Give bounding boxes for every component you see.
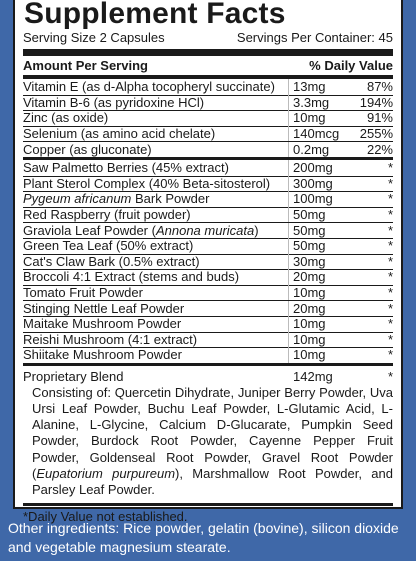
other-ingredients: Other ingredients: Rice powder, gelatin (bovine), silicon dioxide and vegetable magnesium stearate. bbox=[8, 520, 399, 555]
ingredient-row: Plant Sterol Complex (40% Beta-sitosterol) 300mg * bbox=[23, 175, 393, 191]
ingredient-row: Cat's Claw Bark (0.5% extract) 30mg * bbox=[23, 253, 393, 269]
supplement-facts-panel bbox=[13, 0, 403, 525]
blend-ingredients: Consisting of: Quercetin Dihydrate, Juniper Berry Powder, Uva Ursi Leaf Powder, Buchu Leaf Powder, L-Glutamic Acid, L-Alanine, L-Glycine, Calcium D-Glucarate, Pumpkin Seed Powder, Burdock Root Powder, Cayenne Pepper Fruit Powder, Goldenseal Root Powder, Gravel Root Powder (Eupatorium purpureum), Marshmallow Root Powder, and Parsley Leaf Powder. bbox=[32, 384, 393, 497]
ingredient-row: Stinging Nettle Leaf Powder 20mg * bbox=[23, 300, 393, 316]
proprietary-blend-row: Proprietary Blend 142mg * bbox=[23, 368, 393, 384]
nutrient-row: Vitamin E (as d-Alpha tocopheryl succinate) 13mg 87% bbox=[23, 79, 393, 95]
ingredient-row: Graviola Leaf Powder (Annona muricata) 50mg * bbox=[23, 222, 393, 238]
ingredient-row: Maitake Mushroom Powder 10mg * bbox=[23, 316, 393, 332]
ingredient-row: Broccoli 4:1 Extract (stems and buds) 20mg * bbox=[23, 269, 393, 285]
ingredient-row: Shiitake Mushroom Powder 10mg * bbox=[23, 347, 393, 363]
thick-divider bbox=[23, 49, 393, 56]
daily-value-footnote: *Daily Value not established. bbox=[23, 509, 188, 525]
botanical-list bbox=[23, 160, 393, 363]
panel-title: Supplement Facts bbox=[24, 0, 286, 30]
vitamin-list bbox=[23, 79, 393, 157]
amount-header: Amount Per Serving bbox=[23, 58, 148, 73]
nutrient-row: Selenium (as amino acid chelate) 140mcg 255% bbox=[23, 126, 393, 142]
ingredient-row: Saw Palmetto Berries (45% extract) 200mg * bbox=[23, 160, 393, 176]
ingredient-row: Reishi Mushroom (4:1 extract) 10mg * bbox=[23, 331, 393, 347]
ingredient-row: Red Raspberry (fruit powder) 50mg * bbox=[23, 207, 393, 223]
nutrient-row: Copper (as gluconate) 0.2mg 22% bbox=[23, 141, 393, 157]
serving-info bbox=[23, 30, 393, 46]
ingredient-row: Green Tea Leaf (50% extract) 50mg * bbox=[23, 238, 393, 254]
column-header bbox=[23, 56, 393, 75]
servings-per-container: Servings Per Container: 45 bbox=[236, 30, 393, 45]
dv-header: % Daily Value bbox=[309, 58, 393, 73]
nutrient-row: Zinc (as oxide) 10mg 91% bbox=[23, 110, 393, 126]
ingredient-row: Pygeum africanum Bark Powder 100mg * bbox=[23, 191, 393, 207]
ingredient-row: Tomato Fruit Powder 10mg * bbox=[23, 285, 393, 301]
nutrient-row: Vitamin B-6 (as pyridoxine HCl) 3.3mg 194% bbox=[23, 94, 393, 110]
serving-size: Serving Size 2 Capsules bbox=[23, 30, 165, 45]
